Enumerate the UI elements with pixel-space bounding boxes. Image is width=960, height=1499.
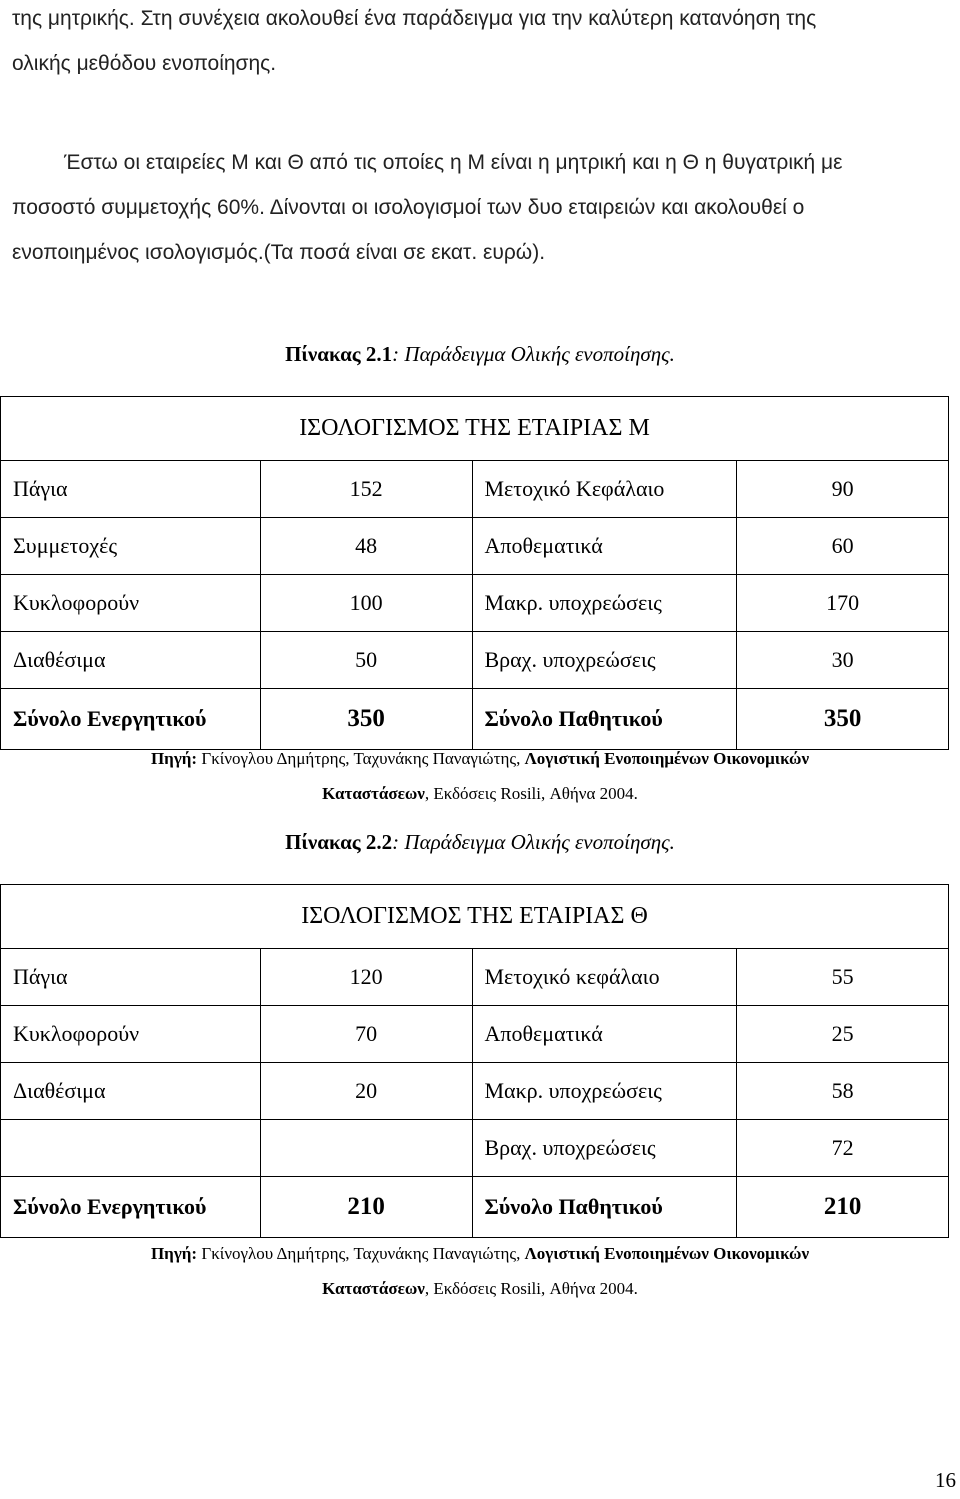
liability-value: 30 xyxy=(737,632,949,689)
liability-value: 25 xyxy=(737,1006,949,1063)
table1-caption-text: : Παράδειγμα Ολικής ενοποίησης. xyxy=(392,342,675,366)
asset-value: 70 xyxy=(260,1006,472,1063)
total-assets-value: 350 xyxy=(260,689,472,750)
example-line-3: ενοποιημένος ισολογισμός.(Τα ποσά είναι σε εκατ. ευρώ). xyxy=(12,241,546,264)
intro-line-1: της μητρικής. Στη συνέχεια ακολουθεί ένα παράδειγμα για την καλύτερη κατανόηση της xyxy=(12,7,817,30)
example-paragraph xyxy=(12,140,948,185)
total-liabilities-label: Σύνολο Παθητικού xyxy=(472,1177,737,1238)
table-header-row xyxy=(1,885,949,949)
table2-source xyxy=(0,1236,960,1306)
source-title-cont: Καταστάσεων xyxy=(322,1279,425,1298)
example-line-1: Έστω οι εταιρείες Μ και Θ από τις οποίες η Μ είναι η μητρική και η Θ η θυγατρική με xyxy=(64,151,843,174)
table2-caption-text: : Παράδειγμα Ολικής ενοποίησης. xyxy=(392,830,675,854)
table-row xyxy=(1,1006,949,1063)
asset-label xyxy=(1,1120,261,1177)
table-header-row xyxy=(1,397,949,461)
page-number: 16 xyxy=(935,1468,956,1492)
total-assets-label: Σύνολο Ενεργητικού xyxy=(1,689,261,750)
asset-value xyxy=(260,1120,472,1177)
total-assets-label: Σύνολο Ενεργητικού xyxy=(1,1177,261,1238)
asset-value: 100 xyxy=(260,575,472,632)
table-row xyxy=(1,949,949,1006)
asset-value: 120 xyxy=(260,949,472,1006)
table-row xyxy=(1,575,949,632)
source-title-cont: Καταστάσεων xyxy=(322,784,425,803)
asset-label: Πάγια xyxy=(1,461,261,518)
source-publisher: , Εκδόσεις Rosili, Αθήνα 2004. xyxy=(424,1279,638,1298)
asset-value: 20 xyxy=(260,1063,472,1120)
liability-label: Μετοχικό Κεφάλαιο xyxy=(472,461,737,518)
liability-label: Βραχ. υποχρεώσεις xyxy=(472,632,737,689)
total-row xyxy=(1,1177,949,1238)
table2-caption-label: Πίνακας 2.2 xyxy=(285,830,393,854)
liability-value: 170 xyxy=(737,575,949,632)
liability-label: Βραχ. υποχρεώσεις xyxy=(472,1120,737,1177)
balance-sheet-th xyxy=(0,884,949,1238)
asset-value: 50 xyxy=(260,632,472,689)
table-row xyxy=(1,632,949,689)
asset-label: Διαθέσιμα xyxy=(1,632,261,689)
table2-heading: ΙΣΟΛΟΓΙΣΜΟΣ ΤΗΣ ΕΤΑΙΡΙΑΣ Θ xyxy=(1,885,949,949)
intro-paragraph xyxy=(12,0,948,86)
asset-value: 152 xyxy=(260,461,472,518)
source-label: Πηγή: xyxy=(150,1244,198,1263)
liability-value: 60 xyxy=(737,518,949,575)
liability-value: 58 xyxy=(737,1063,949,1120)
liability-label: Αποθεματικά xyxy=(472,518,737,575)
balance-sheet-m xyxy=(0,396,949,750)
asset-label: Πάγια xyxy=(1,949,261,1006)
source-publisher: , Εκδόσεις Rosili, Αθήνα 2004. xyxy=(424,784,638,803)
table2-caption xyxy=(0,830,960,855)
asset-label: Κυκλοφορούν xyxy=(1,575,261,632)
asset-value: 48 xyxy=(260,518,472,575)
table1-heading: ΙΣΟΛΟΓΙΣΜΟΣ ΤΗΣ ΕΤΑΙΡΙΑΣ Μ xyxy=(1,397,949,461)
liability-value: 90 xyxy=(737,461,949,518)
liability-label: Μετοχικό κεφάλαιο xyxy=(472,949,737,1006)
liability-value: 72 xyxy=(737,1120,949,1177)
total-assets-value: 210 xyxy=(260,1177,472,1238)
asset-label: Κυκλοφορούν xyxy=(1,1006,261,1063)
asset-label: Διαθέσιμα xyxy=(1,1063,261,1120)
total-liabilities-label: Σύνολο Παθητικού xyxy=(472,689,737,750)
table-row xyxy=(1,1063,949,1120)
liability-label: Μακρ. υποχρεώσεις xyxy=(472,1063,737,1120)
liability-label: Μακρ. υποχρεώσεις xyxy=(472,575,737,632)
intro-line-2: ολικής μεθόδου ενοποίησης. xyxy=(12,52,277,75)
liability-value: 55 xyxy=(737,949,949,1006)
example-line-2: ποσοστό συμμετοχής 60%. Δίνονται οι ισολογισμοί των δυο εταιρειών και ακολουθεί ο xyxy=(12,196,805,219)
source-title: Λογιστική Ενοποιημένων Οικονομικών xyxy=(524,1244,810,1263)
source-authors: Γκίνογλου Δημήτρης, Ταχυνάκης Παναγιώτης, xyxy=(197,749,525,768)
total-liabilities-value: 210 xyxy=(737,1177,949,1238)
source-title: Λογιστική Ενοποιημένων Οικονομικών xyxy=(524,749,810,768)
table1-source xyxy=(0,741,960,811)
example-paragraph-cont xyxy=(12,185,948,275)
source-label: Πηγή: xyxy=(150,749,198,768)
table1-caption-label: Πίνακας 2.1 xyxy=(285,342,393,366)
liability-label: Αποθεματικά xyxy=(472,1006,737,1063)
total-liabilities-value: 350 xyxy=(737,689,949,750)
source-authors: Γκίνογλου Δημήτρης, Ταχυνάκης Παναγιώτης, xyxy=(197,1244,525,1263)
table-row xyxy=(1,518,949,575)
table1-caption xyxy=(0,342,960,367)
table-row xyxy=(1,1120,949,1177)
asset-label: Συμμετοχές xyxy=(1,518,261,575)
table-row xyxy=(1,461,949,518)
